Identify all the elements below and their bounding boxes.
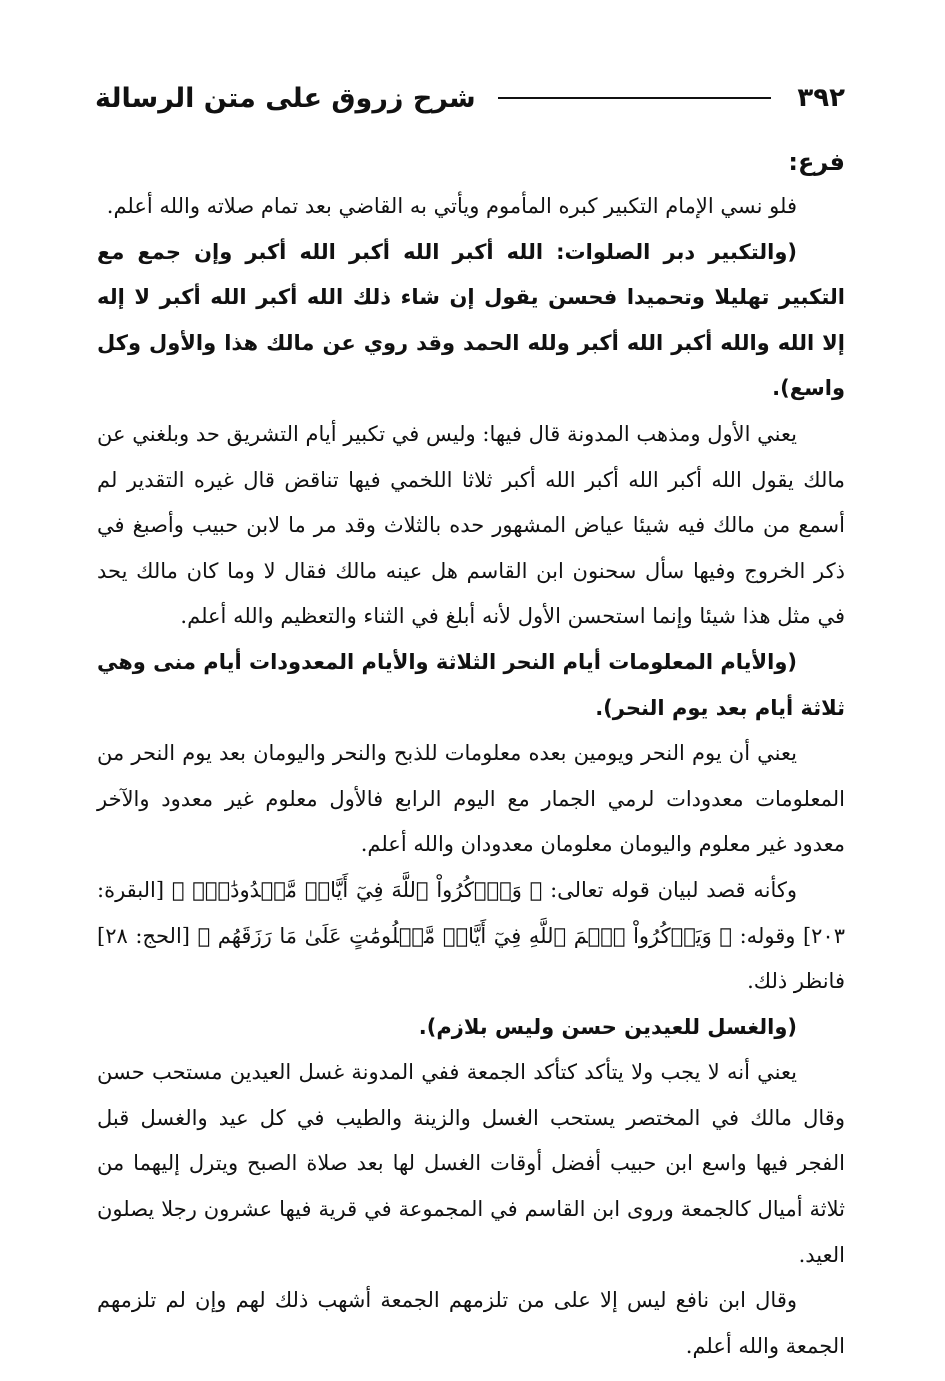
paragraph-3: يعني أن يوم النحر ويومين بعده معلومات للذبح والنحر واليومان بعد يوم النحر من المعلومات معدودات لرمي الجمار مع اليوم الرابع فالأول معلوم غير معدود والآخر معدود غير معلوم واليومان معلومان معدودان والله أعلم. <box>97 741 845 857</box>
verse-reference-1: [البقرة: ٢٠٣] وقوله: <box>97 877 845 948</box>
matn-text-1: (والتكبير دبر الصلوات: الله أكبر الله أكبر الله أكبر وإن جمع مع التكبير تهليلا وتحميدا فحسن يقول إن شاء ذلك الله أكبر الله أكبر لا إله إلا الله والله أكبر الله أكبر ولله الحمد وقد روي عن مالك هذا والأول وكل واسع). <box>97 239 845 401</box>
page-number: ٣٩٢ <box>797 83 845 113</box>
matn-text-2: (والأيام المعلومات أيام النحر الثلاثة والأيام المعدودات أيام منى وهي ثلاثة أيام بعد يوم النحر). <box>97 649 845 720</box>
paragraph-4 <box>97 868 845 1005</box>
page-body <box>97 140 845 1369</box>
matn-text-3: (والغسل للعيدين حسن وليس بلازم). <box>418 1014 797 1039</box>
paragraph-6: وقال ابن نافع ليس إلا على من تلزمهم الجمعة أشهب ذلك لهم وإن لم تلزمهم الجمعة والله أعلم. <box>97 1288 845 1358</box>
header-rule <box>498 97 772 99</box>
quran-verse-2: ﴿ وَيَذۡكُرُواْ ٱسۡمَ ٱللَّهِ فِيٓ أَيَّامٖ مَّعۡلُومَٰتٍ عَلَىٰ مَا رَزَقَهُم ﴾ <box>197 923 733 948</box>
paragraph-2: يعني الأول ومذهب المدونة قال فيها: وليس في تكبير أيام التشريق حد وبلغني عن مالك يقول الله أكبر الله أكبر الله أكبر ثلاثا اللخمي فيها تناقض قال غيره التقدير لم أسمع من مالك فيه شيئا عياض المشهور حده بالثلاث وقد مر ما لابن حبيب وأصبغ في ذكر الخروج وفيها سأل سحنون ابن القاسم هل عينه مالك فقال لا وما كان مالك يحد في مثل هذا شيئا وإنما استحسن الأول لأنه أبلغ في الثناء والتعظيم والله أعلم. <box>97 421 845 629</box>
paragraph-5: يعني أنه لا يجب ولا يتأكد كتأكد الجمعة ففي المدونة غسل العيدين مستحب حسن وقال مالك في المختصر يستحب الغسل والزينة والطيب في كل عيد والغسل قبل الفجر فيها واسع ابن حبيب أفضل أوقات الغسل لها بعد صلاة الصبح ويترل إليهما من ثلاثة أميال كالجمعة وروى ابن القاسم في المجموعة في قرية فيها عشرون رجلا يصلون العيد. <box>97 1060 845 1267</box>
verse-reference-2: [الحج: ٢٨] فانظر ذلك. <box>97 923 845 994</box>
paragraph-1: فلو نسي الإمام التكبير كبره المأموم ويأتي به القاضي بعد تمام صلاته والله أعلم. <box>106 194 797 218</box>
quran-verse-1: ﴿ وَٱذۡكُرُواْ ٱللَّهَ فِيٓ أَيَّامٖ مَّعۡدُودَٰتٖۚ ﴾ <box>171 877 543 902</box>
page-header <box>95 78 845 118</box>
far-heading: فرع: <box>788 148 845 176</box>
running-title: شرح زروق على متن الرسالة <box>95 82 476 114</box>
paragraph-4-lead: وكأنه قصد لبيان قوله تعالى: <box>542 877 798 902</box>
